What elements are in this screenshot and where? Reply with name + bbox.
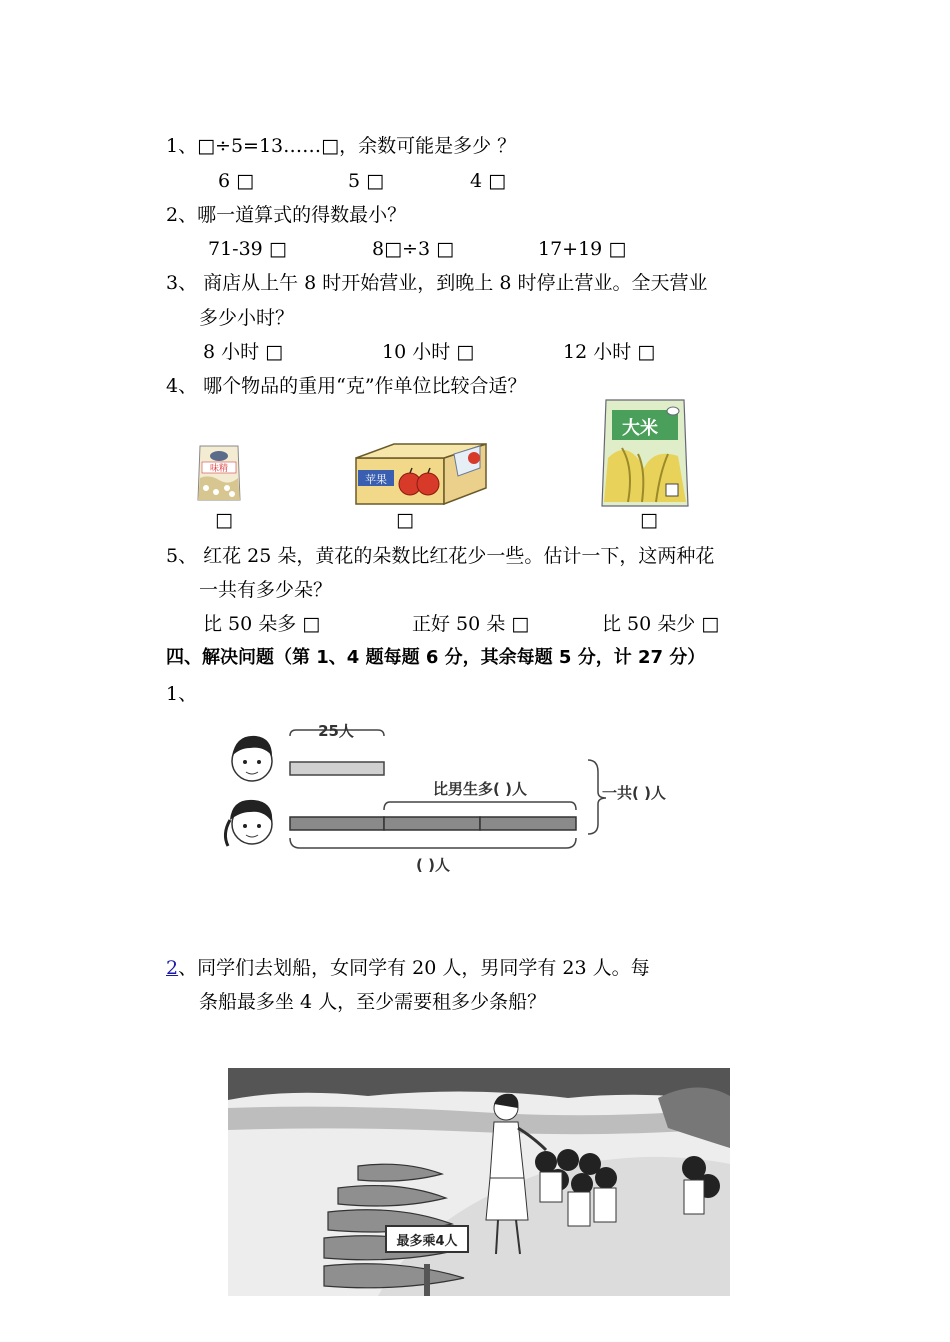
q5-option-b[interactable]: 正好 50 朵 □ (412, 613, 530, 635)
q4-box-rice[interactable]: □ (640, 509, 658, 531)
boating-illustration (228, 1068, 730, 1296)
question-3-line1: 3、 商店从上午 8 时开始营业，到晚上 8 时停止营业。全天营业 (166, 272, 708, 294)
q2-option-a[interactable]: 71-39 □ (208, 238, 287, 260)
q5-option-c[interactable]: 比 50 朵少 □ (602, 613, 720, 635)
apple-box-image (354, 440, 488, 506)
question-5-line1: 5、 红花 25 朵，黄花的朵数比红花少一些。估计一下，这两种花 (166, 545, 715, 567)
section-4-title: 四、解决问题（第 1、4 题每题 6 分，其余每题 5 分，计 27 分） (166, 647, 706, 668)
question-1: 1、□÷5=13……□，余数可能是多少 ？ (166, 135, 517, 157)
q2-option-b[interactable]: 8□÷3 □ (372, 238, 455, 260)
q3-option-c[interactable]: 12 小时 □ (563, 341, 656, 363)
problem-2-line1 (166, 956, 650, 980)
q3-option-a[interactable]: 8 小时 □ (203, 341, 284, 363)
more-than-boys-label: 比男生多( )人 (433, 780, 527, 798)
q4-box-msg[interactable]: □ (215, 509, 233, 531)
boat-capacity-sign: 最多乘4人 (396, 1234, 458, 1249)
msg-bag-image (194, 442, 244, 504)
q1-option-c[interactable]: 4 □ (470, 170, 507, 192)
girl-icon (225, 800, 272, 846)
total-label: 一共( )人 (602, 784, 666, 802)
q2-option-c[interactable]: 17+19 □ (538, 238, 627, 260)
apple-label: 苹果 (365, 473, 387, 486)
rice-bag-image (598, 398, 692, 508)
msg-label: 味精 (209, 464, 229, 474)
q5-option-a[interactable]: 比 50 朵多 □ (203, 613, 321, 635)
problem-1-number: 1、 (166, 683, 198, 705)
question-4: 4、 哪个物品的重用“克”作单位比较合适？ (166, 375, 527, 397)
problem-2-line2: 条船最多坐 4 人，至少需要租多少条船？ (199, 991, 547, 1013)
q1-option-a[interactable]: 6 □ (218, 170, 255, 192)
q1-option-b[interactable]: 5 □ (348, 170, 385, 192)
boy-icon (232, 736, 272, 781)
q4-box-apple[interactable]: □ (396, 509, 414, 531)
question-5-line2: 一共有多少朵？ (199, 579, 333, 601)
boys-count-label: 25人 (318, 722, 354, 740)
q3-option-b[interactable]: 10 小时 □ (382, 341, 475, 363)
question-3-line2: 多少小时？ (199, 307, 295, 329)
problem-2-text: 、同学们去划船，女同学有 20 人，男同学有 23 人。每 (178, 957, 650, 979)
problem-2-number-link[interactable]: 2 (166, 957, 179, 979)
question-2: 2、哪一道算式的得数最小？ (166, 204, 407, 226)
rice-label: 大米 (622, 418, 658, 439)
problem-1-diagram (210, 716, 810, 886)
girls-count-label: ( )人 (416, 856, 450, 874)
